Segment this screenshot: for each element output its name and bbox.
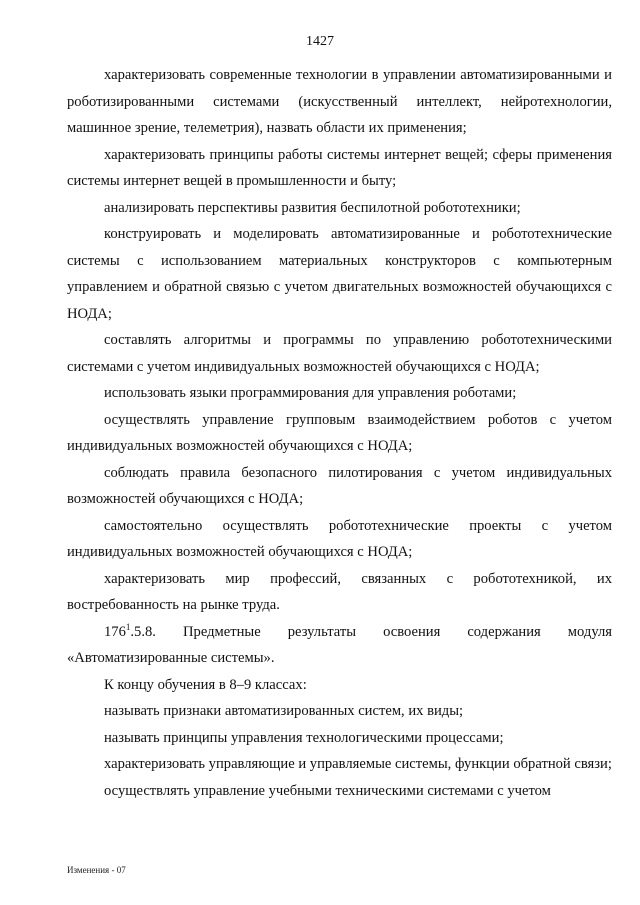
paragraph: составлять алгоритмы и программы по управлению робототехническими системами с учетом индивидуальных возможностей обучающихся с НОДА; <box>67 332 612 375</box>
paragraph: называть принципы управления технологическими процессами; <box>104 729 504 746</box>
paragraph: самостоятельно осуществлять робототехнические проекты с учетом индивидуальных возможностей обучающихся с НОДА; <box>67 517 612 560</box>
paragraph: характеризовать управляющие и управляемые системы, функции обратной связи; <box>104 756 612 772</box>
page-number: 1427 <box>306 34 334 49</box>
paragraph: использовать языки программирования для управления роботами; <box>104 385 517 401</box>
paragraph: К концу обучения в 8–9 классах: <box>104 676 307 693</box>
section-heading <box>67 619 612 672</box>
paragraph: характеризовать принципы работы системы интернет вещей; сферы применения системы интернет вещей в промышленности и быту; <box>67 146 612 189</box>
paragraph: осуществлять управление учебными техническими системами с учетом <box>104 782 551 799</box>
paragraph: характеризовать современные технологии в управлении автоматизированными и роботизированными системами (искусственный интеллект, нейротехнологии, машинное зрение, телеметрия), назвать области их применения; <box>67 67 612 136</box>
section-title: Предметные результаты освоения содержания модуля «Автоматизированные системы». <box>67 623 612 666</box>
paragraph: называть признаки автоматизированных систем, их виды; <box>104 703 464 719</box>
section-number-main: 176 <box>104 623 126 640</box>
paragraph: характеризовать мир профессий, связанных с робототехникой, их востребованность на рынке труда. <box>67 570 612 613</box>
document-body <box>67 62 612 804</box>
paragraph: осуществлять управление групповым взаимодействием роботов с учетом индивидуальных возможностей обучающихся с НОДА; <box>67 411 612 454</box>
section-number-rest: .5.8. <box>130 623 156 640</box>
paragraph: анализировать перспективы развития беспилотной робототехники; <box>104 199 521 216</box>
section-number-sup: 1 <box>125 621 131 632</box>
paragraph: конструировать и моделировать автоматизированные и робототехнические системы с использованием материальных конструкторов с компьютерным управлением и обратной связью с учетом двигательных возможностей обучающихся с НОДА; <box>67 226 612 322</box>
paragraph: соблюдать правила безопасного пилотирования с учетом индивидуальных возможностей обучающихся с НОДА; <box>67 464 612 507</box>
footer-note: Изменения - 07 <box>67 865 126 875</box>
